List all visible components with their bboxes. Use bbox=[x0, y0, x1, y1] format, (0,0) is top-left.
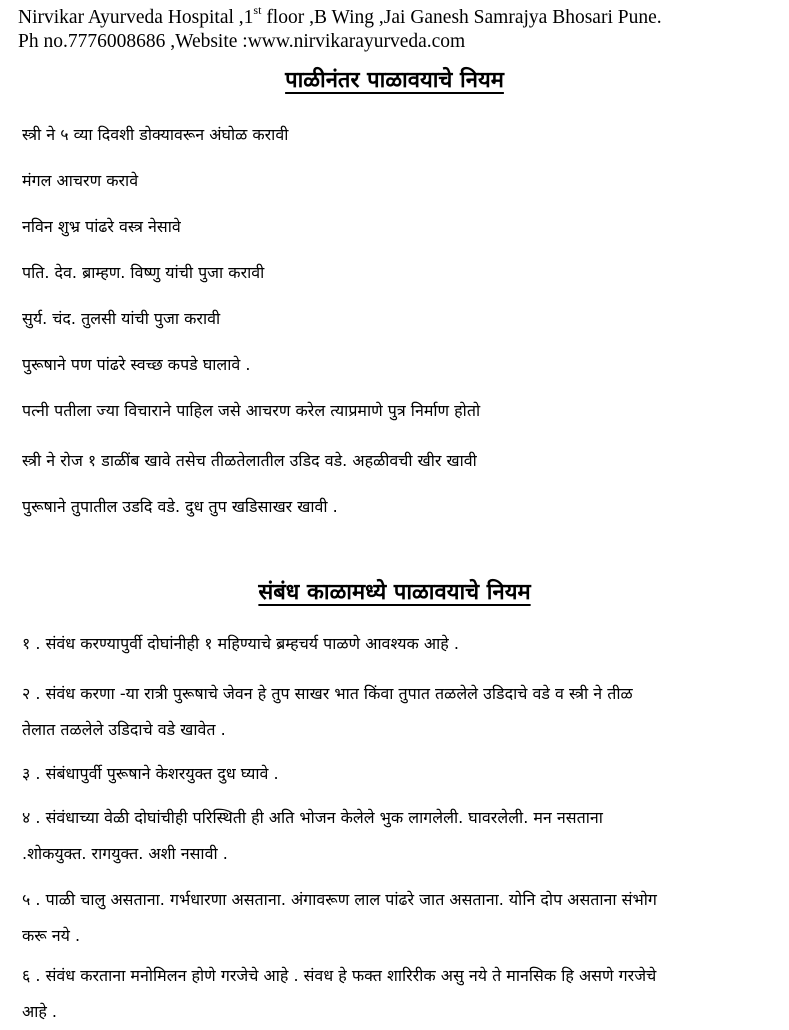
section-1-rule: नविन शुभ्र पांढरे वस्त्र नेसावे bbox=[22, 217, 181, 236]
rule-line: ५ . पाळी चालु असताना. गर्भधारणा असताना. अंगावरूण लाल पांढरे जात असताना. योनि दोप असताना संभोग bbox=[22, 890, 657, 909]
hospital-address bbox=[18, 2, 662, 30]
hospital-contact: Ph no.7776008686 ,Website :www.nirvikarayurveda.com bbox=[18, 31, 466, 52]
rule-line: .शोकयुक्त. रागयुक्त. अशी नसावी . bbox=[22, 844, 228, 863]
rule-line: ६ . संवंध करताना मनोमिलन होणे गरजेचे आहे . संवध हे फक्त शारिरीक असु नये ते मानसिक हि असणे गरजेचे bbox=[22, 966, 657, 985]
section-1-rule: पत्नी पतीला ज्या विचाराने पाहिल जसे आचरण करेल त्याप्रमाणे पुत्र निर्माण होतो bbox=[22, 401, 481, 420]
section-1-rule: स्त्री ने ५ व्या दिवशी डोक्यावरून अंघोळ करावी bbox=[22, 125, 289, 144]
section-1-title-text: पाळीनंतर पाळावयाचे नियम bbox=[285, 68, 504, 93]
section-1-title bbox=[0, 66, 789, 96]
section-2-title-text: संबंध काळामध्ये पाळावयाचे नियम bbox=[258, 580, 531, 605]
address-part-2: floor ,B Wing ,Jai Ganesh Samrajya Bhosari Pune. bbox=[261, 7, 662, 28]
section-2-rule bbox=[22, 882, 762, 954]
rule-line: आहे . bbox=[22, 1002, 58, 1021]
section-1-rule: पुरूषाने तुपातील उडदि वडे. दुध तुप खडिसाखर खावी . bbox=[22, 497, 338, 516]
address-part-1: Nirvikar Ayurveda Hospital ,1 bbox=[18, 7, 254, 28]
rule-line: २ . संवंध करणा -या रात्री पुरूषाचे जेवन हे तुप साखर भात किंवा तुपात तळलेले उडिदाचे वडे व स्त्री ने तीळ bbox=[22, 684, 633, 703]
section-1-rule: स्त्री ने रोज १ डाळींब खावे तसेच तीळतेलातील उडिद वडे. अहळीवची खीर खावी bbox=[22, 451, 477, 470]
rule-line: तेलात तळलेले उडिदाचे वडे खावेत . bbox=[22, 720, 226, 739]
section-2-rule bbox=[22, 958, 762, 1030]
section-1-rule: सुर्य. चंद. तुलसी यांची पुजा करावी bbox=[22, 309, 221, 328]
section-2-rule bbox=[22, 626, 762, 662]
rule-line: ३ . संबंधापुर्वी पुरूषाने केशरयुक्त दुध घ्यावे . bbox=[22, 764, 279, 783]
section-1-rule: पति. देव. ब्राम्हण. विष्णु यांची पुजा करावी bbox=[22, 263, 265, 282]
section-1-rule: मंगल आचरण करावे bbox=[22, 171, 139, 190]
section-2-rule bbox=[22, 800, 762, 872]
section-2-rule bbox=[22, 676, 762, 748]
rule-line: करू नये . bbox=[22, 926, 81, 945]
rule-line: १ . संवंध करण्यापुर्वी दोघांनीही १ महिण्याचे ब्रम्हचर्य पाळणे आवश्यक आहे . bbox=[22, 634, 459, 653]
section-1-rule: पुरूषाने पण पांढरे स्वच्छ कपडे घालावे . bbox=[22, 355, 251, 374]
rule-line: ४ . संवंधाच्या वेळी दोघांचीही परिस्थिती ही अति भोजन केलेले भुक लागलेली. घावरलेली. मन नसताना bbox=[22, 808, 603, 827]
section-2-rule bbox=[22, 756, 762, 792]
hospital-header bbox=[18, 2, 662, 54]
address-superscript: st bbox=[253, 2, 262, 17]
section-2-title bbox=[0, 578, 789, 608]
